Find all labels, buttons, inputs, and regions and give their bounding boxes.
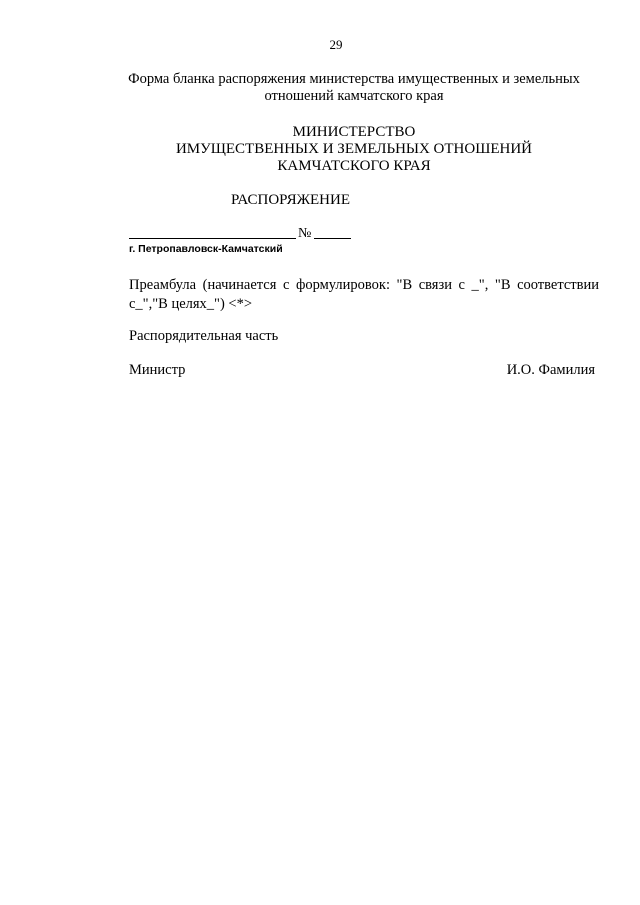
preamble-text — [129, 276, 599, 314]
preamble-line-1: Преамбула (начинается с формулировок: "В связи с _", "В соответствии — [129, 277, 599, 293]
ministry-line-1: МИНИСТЕРСТВО — [292, 124, 416, 140]
document-type-heading: РАСПОРЯЖЕНИЕ — [231, 192, 351, 208]
ministry-line-3: КАМЧАТСКОГО КРАЯ — [277, 158, 431, 174]
ministry-line-2: ИМУЩЕСТВЕННЫХ И ЗЕМЕЛЬНЫХ ОТНОШЕНИЙ — [175, 141, 533, 157]
signatory-name: И.О. Фамилия — [506, 362, 595, 378]
city-caption: г. Петропавловск-Камчатский — [129, 243, 283, 255]
number-label: № — [298, 226, 312, 241]
number-blank-line — [314, 237, 351, 239]
form-title-line-1: Форма бланка распоряжения министерства имущественных и земельных — [128, 71, 580, 87]
date-blank-line — [129, 237, 296, 239]
signatory-position: Министр — [129, 362, 186, 378]
preamble-line-2: с_","В целях_") <*> — [129, 296, 253, 312]
form-title-line-2: отношений камчатского края — [264, 88, 444, 104]
administrative-part: Распорядительная часть — [129, 328, 279, 344]
page-number: 29 — [329, 37, 343, 52]
form-title — [0, 71, 640, 105]
ministry-header — [0, 124, 640, 175]
